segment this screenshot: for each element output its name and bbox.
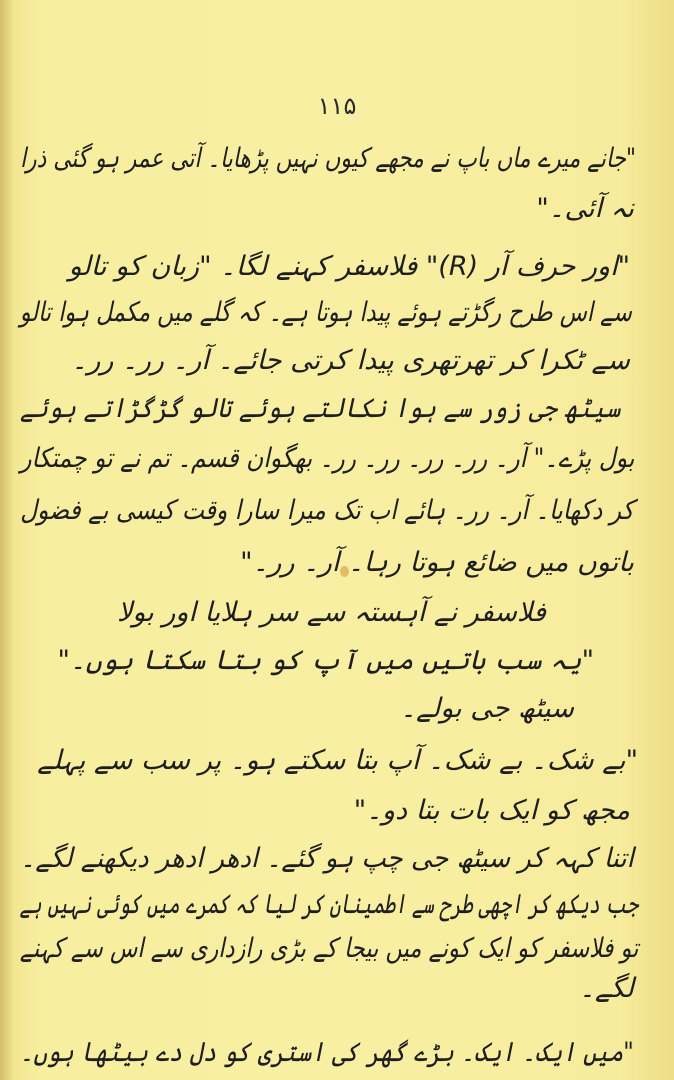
text-line-12: سیٹھ جی بولے۔ [400, 693, 574, 724]
page-spine-shadow [0, 0, 14, 1080]
text-line-8: کر دکھایا۔ آر۔ رر۔ ہائے اب تک میرا سارا وقت کیسی بے فضول [20, 495, 634, 526]
text-line-9: باتوں میں ضائع ہوتا رہا۔ آر۔ رر۔" [240, 547, 634, 578]
text-line-13: "بے شک۔ بے شک۔ آپ بتا سکتے ہو۔ پر سب سے پہلے [37, 745, 638, 776]
page-number: ۱۱۵ [317, 92, 357, 120]
text-line-15: اتنا کہہ کر سیٹھ جی چپ ہو گئے۔ ادھر ادھر دیکھنے لگے۔ [20, 843, 634, 874]
text-line-2: نہ آئی۔" [536, 193, 634, 224]
text-line-18: لگے۔ [579, 973, 634, 1004]
text-line-6: سیٹھ جی زور سے ہوا نکالتے ہوئے تالو گڑگڑاتے ہوئے [19, 393, 620, 424]
text-line-10: فلاسفر نے آہستہ سے سر ہلایا اور بولا [116, 597, 546, 628]
text-line-17: تو فلاسفر کو ایک کونے میں بیجا کے بڑی رازداری سے اس سے کہنے [19, 933, 638, 964]
text-line-11: "یہ سب باتیں میں آپ کو بتا سکتا ہوں۔" [57, 645, 594, 676]
text-line-3: "اور حرف آر (R)" فلاسفر کہنے لگا۔ "زبان کو تالو [68, 251, 630, 282]
text-line-14: مجھ کو ایک بات بتا دو۔" [353, 795, 630, 826]
text-line-19: "میں ایک۔ ایک۔ بڑے گھر کی استری کو دل دے بیٹھا ہوں۔ [20, 1037, 634, 1068]
text-line-5: سے ٹکرا کر تھرتھری پیدا کرتی جائے۔ آر۔ رر۔ رر۔ [71, 345, 630, 376]
text-line-1: "جانے میرے ماں باپ نے مجھے کیوں نہیں پڑھایا۔ آتی عمر ہو گئی ذرا [20, 143, 636, 174]
text-line-7: بول پڑے۔" آر۔ رر۔ رر۔ رر۔ رر۔ بھگوان قسم۔ تم نے تو چمتکار [19, 443, 634, 474]
text-line-4: سے اس طرح رگڑتے ہوئے پیدا ہوتا ہے۔ کہ گلے میں مکمل ہوا تالو [19, 297, 632, 328]
text-line-16: جب دیکھ کر اچھی طرح سے اطمینان کر لیا کہ کمرے میں کوئی نہیں ہے [19, 889, 638, 920]
